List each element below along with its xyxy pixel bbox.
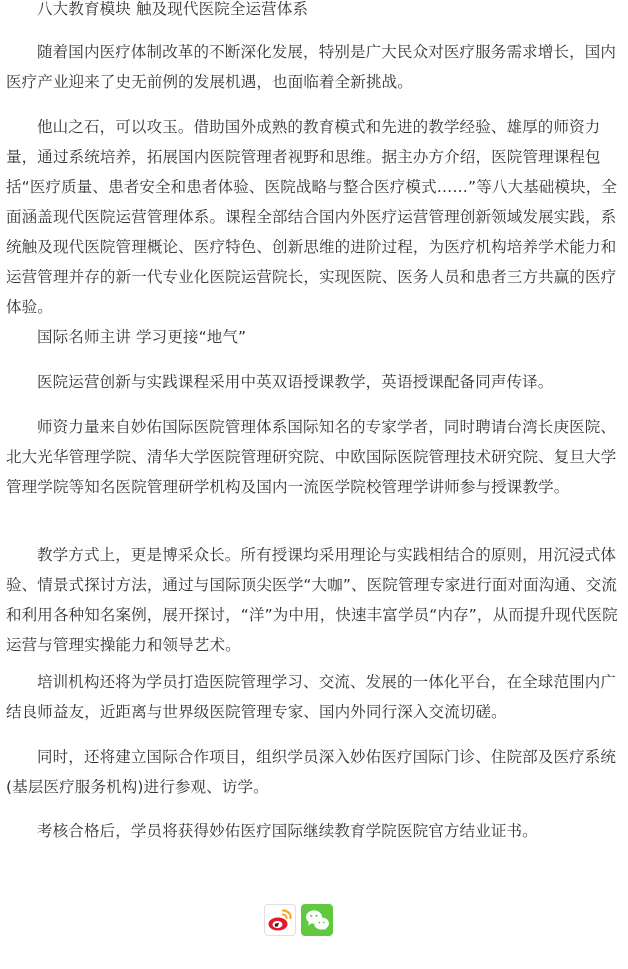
wechat-share-button[interactable] [301,904,333,936]
article-paragraph: 医院运营创新与实践课程采用中英双语授课教学，英语授课配备同声传译。 [37,373,554,391]
weibo-share-button[interactable] [264,904,296,936]
article-paragraph: 同时，还将建立国际合作项目，组织学员深入妙佑医疗国际门诊、住院部及医疗系统(基层医疗服务机构)进行参观、访学。 [6,748,617,796]
section-heading: 八大教育模块 触及现代医院全运营体系 [37,0,309,18]
section-heading: 国际名师主讲 学习更接“地气” [37,328,247,346]
weibo-icon [266,906,294,934]
article-paragraph: 师资力量来自妙佑国际医院管理体系国际知名的专家学者，同时聘请台湾长庚医院、北大光华管理学院、清华大学医院管理研究院、中欧国际医院管理技术研究院、复旦大学管理学院等知名医院管理研学机构及国内一流医学院校管理学讲师参与授课教学。 [6,418,617,496]
article-paragraph: 随着国内医疗体制改革的不断深化发展，特别是广大民众对医疗服务需求增长，国内医疗产业迎来了史无前例的发展机遇，也面临着全新挑战。 [6,43,617,91]
article-paragraph: 他山之石，可以攻玉。借助国外成熟的教育模式和先进的教学经验、雄厚的师资力量，通过系统培养，拓展国内医院管理者视野和思维。据主办方介绍，医院管理课程包括“医疗质量、患者安全和患者体验、医院战略与整合医疗模式……”等八大基础模块，全面涵盖现代医院运营管理体系。课程全部结合国内外医疗运营管理创新领域发展实践，系统触及现代医院管理概论、医疗特色、创新思维的进阶过程，为医疗机构培养学术能力和运营管理并存的新一代专业化医院运营院长，实现医院、医务人员和患者三方共赢的医疗体验。 [6,118,618,316]
article-paragraph: 教学方式上，更是博采众长。所有授课均采用理论与实践相结合的原则，用沉浸式体验、情景式探讨方法，通过与国际顶尖医学“大咖”、医院管理专家进行面对面沟通、交流和利用各种知名案例，展开探讨，“洋”为中用，快速丰富学员“内存”，从而提升现代医院运营与管理实操能力和领导艺术。 [6,546,618,654]
article-paragraph: 考核合格后，学员将获得妙佑医疗国际继续教育学院医院官方结业证书。 [37,822,538,840]
wechat-icon [303,906,331,934]
article-paragraph: 培训机构还将为学员打造医院管理学习、交流、发展的一体化平台，在全球范围内广结良师益友，近距离与世界级医院管理专家、国内外同行深入交流切磋。 [6,673,617,721]
share-bar [264,904,333,936]
